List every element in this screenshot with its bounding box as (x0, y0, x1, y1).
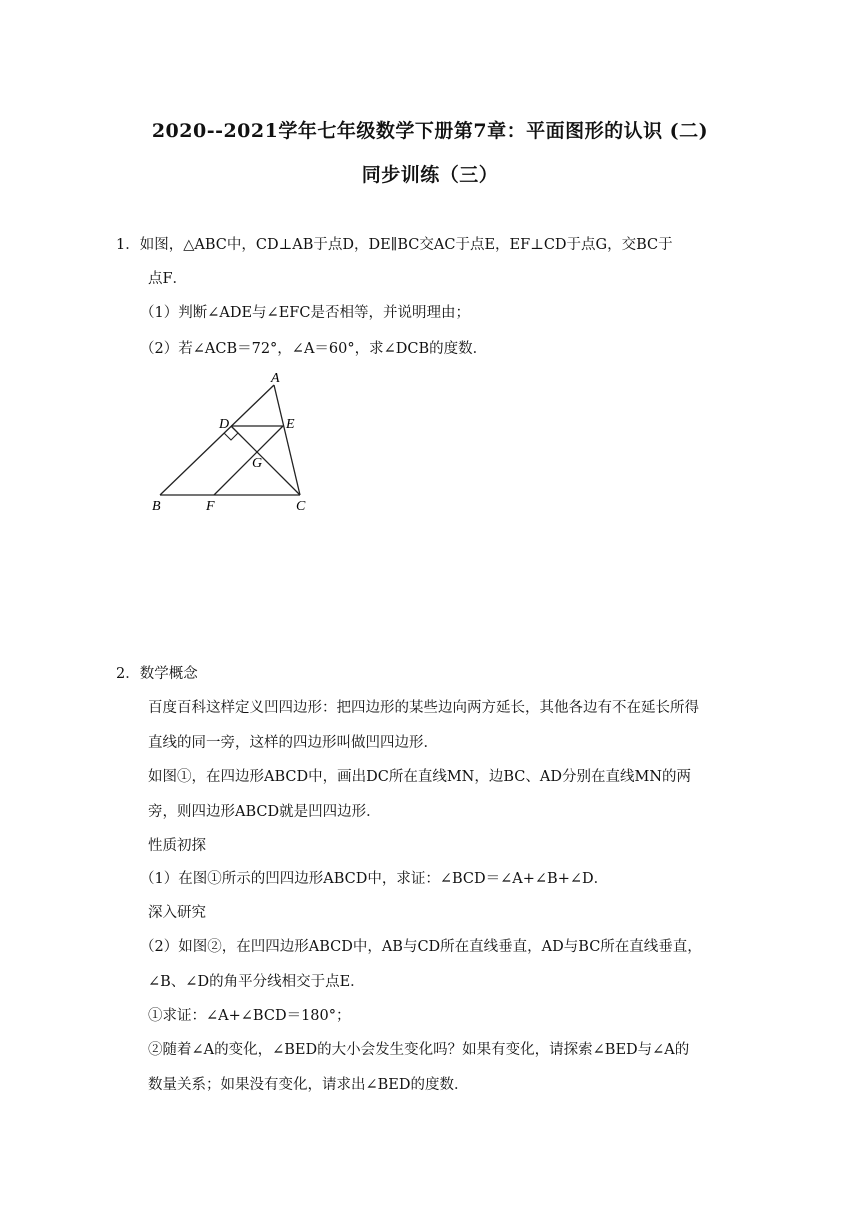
q2-definition-line-3: 如图①，在四边形ABCD中，画出DC所在直线MN，边BC、AD分别在直线MN的两 (148, 769, 692, 785)
page-title-line-2: 同步训练（三） (361, 164, 499, 186)
page-title-line-1: 2020--2021学年七年级数学下册第7章：平面图形的认识 (二) (151, 120, 709, 142)
segment-ef (214, 426, 283, 495)
q1-part-1: （1）判断∠ADE与∠EFC是否相等，并说明理由； (140, 305, 470, 321)
label-a: A (271, 371, 280, 386)
q1-stem-line-1: 1．如图，△ABC中，CD⊥AB于点D，DE∥BC交AC于点E，EF⊥CD于点G，交BC于 (116, 237, 673, 253)
q2-definition-line-4: 旁，则四边形ABCD就是凹四边形． (148, 804, 381, 820)
q2-subpart-2-line-1: ②随着∠A的变化，∠BED的大小会发生变化吗？如果有变化，请探索∠BED与∠A的 (148, 1042, 690, 1058)
q2-part-2-line-2: ∠B、∠D的角平分线相交于点E． (148, 974, 365, 990)
q2-subpart-1: ①求证：∠A+∠BCD＝180°； (148, 1008, 351, 1024)
label-c: C (296, 499, 306, 514)
q1-triangle-figure (140, 365, 330, 520)
label-b: B (152, 499, 161, 514)
q2-heading: 2．数学概念 (116, 666, 198, 682)
q2-subpart-2-line-2: 数量关系；如果没有变化，请求出∠BED的度数． (148, 1077, 469, 1093)
label-g: G (252, 456, 263, 471)
q1-part-2: （2）若∠ACB＝72°，∠A＝60°，求∠DCB的度数． (140, 341, 488, 357)
label-f: F (206, 499, 215, 514)
q2-definition-line-2: 直线的同一旁，这样的四边形叫做凹四边形． (148, 735, 438, 751)
q2-part-1: （1）在图①所示的凹四边形ABCD中，求证：∠BCD＝∠A+∠B+∠D． (140, 871, 609, 887)
segment-ab (160, 385, 274, 495)
q2-section-heading-2: 深入研究 (148, 905, 206, 921)
q2-section-heading-1: 性质初探 (148, 838, 206, 854)
q2-part-2-line-1: （2）如图②，在凹四边形ABCD中，AB与CD所在直线垂直，AD与BC所在直线垂直， (140, 939, 702, 955)
label-d: D (219, 417, 230, 432)
segment-ac (274, 385, 300, 495)
label-e: E (286, 417, 295, 432)
q2-definition-line-1: 百度百科这样定义凹四边形：把四边形的某些边向两方延长，其他各边有不在延长所得 (148, 700, 699, 716)
q1-stem-line-2: 点F． (148, 271, 188, 287)
segment-cd (231, 426, 300, 495)
